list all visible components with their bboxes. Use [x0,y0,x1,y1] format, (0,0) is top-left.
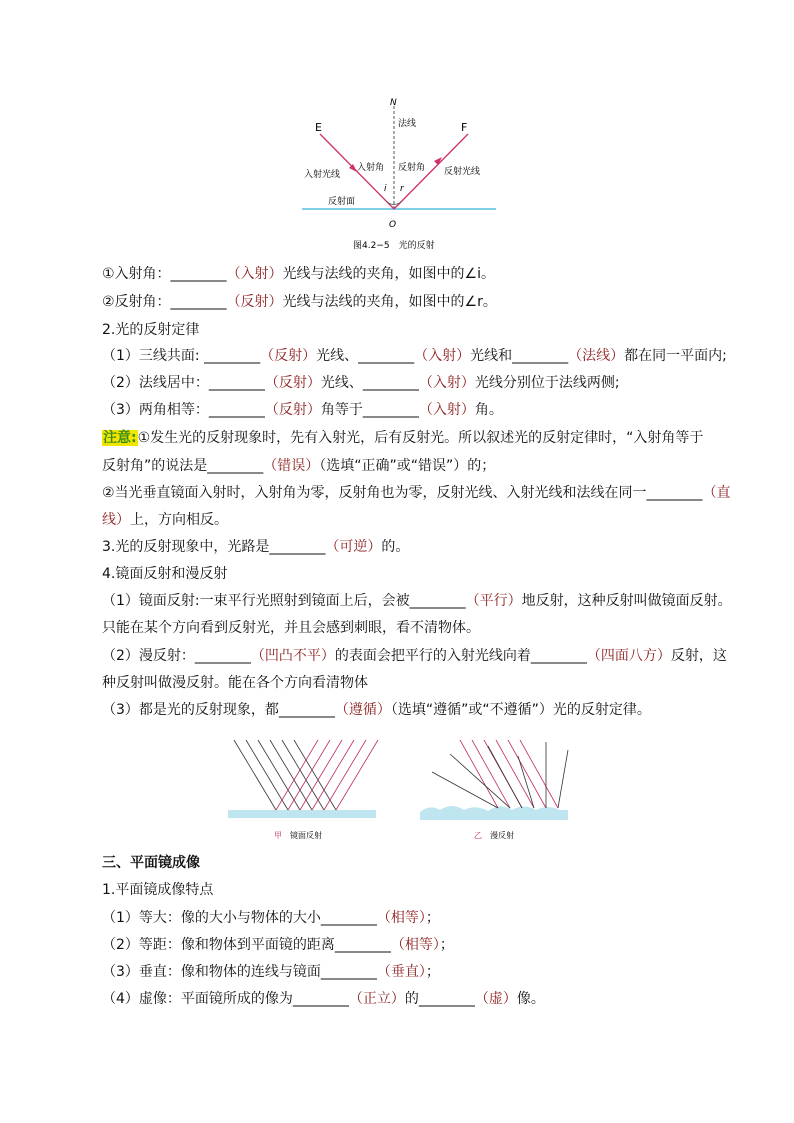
text-line [102,908,440,928]
text: 反射，这 [670,648,727,664]
label-surface: 反射面 [328,197,356,207]
text-line [102,673,368,693]
text: ①入射角：________ [102,266,227,282]
text-line [102,700,651,720]
label-i: i [384,184,387,194]
caption-mark: 甲 [274,831,282,840]
text-line [102,618,480,638]
label-incident-angle: 入射角 [357,163,385,173]
answer: （入射） [418,402,475,418]
label-F: F [461,121,468,134]
text: （3）两角相等：________ [102,402,265,418]
text-line [102,510,228,530]
text: 3.光的反射现象中，光路是________ [102,539,326,555]
text: 角。 [474,402,503,418]
text-line [102,989,545,1009]
answer: （可逆） [325,539,382,555]
answer: （遵循） [334,702,391,718]
answer: （四面八方） [586,648,671,664]
text: ①发生光的反射现象时，先有入射光，后有反射光。所以叙述光的反射定律时，“入射角等于 [137,430,704,446]
text: 光线分别位于法线两侧; [474,375,620,391]
text: ； [425,964,440,980]
text: 三、平面镜成像 [102,855,200,871]
text: 角等于________ [320,402,419,418]
text: 光线、________ [320,375,419,391]
answer: （虚） [474,991,517,1007]
text: 光线、________ [316,348,415,364]
reflection-diagram [298,92,498,257]
text-line [102,564,227,584]
answer: 线） [102,512,130,528]
answer: （垂直） [376,964,426,980]
text: 光线和________ [470,348,569,364]
text-line [102,400,503,420]
note-label: 注意: [103,430,137,446]
text-line [102,264,495,284]
text: （选填“正确”或“错误”）的； [319,458,496,474]
answer: （入射） [414,348,471,364]
label-O: O [389,220,397,230]
text: （1）三线共面: ________ [102,348,261,364]
section-title [102,853,200,873]
text: （2）漫反射：________ [102,648,251,664]
text: （3）都是光的反射现象，都________ [102,702,335,718]
text: （2）等距：像和物体到平面镜的距离________ [102,937,391,953]
answer: （反射） [264,375,321,391]
answer: （反射） [264,402,321,418]
answer: （凹凸不平） [250,648,335,664]
text: 的。 [381,539,410,555]
label-incident-ray: 入射光线 [304,170,341,180]
specular-reflection-diagram [226,732,386,847]
label-N: N [390,98,397,108]
answer: （相等） [376,910,426,926]
label-reflect-angle: 反射角 [398,163,426,173]
text-line [102,483,731,503]
text-line [102,456,495,476]
text: ②反射角：________ [102,294,227,310]
text: 的表面会把平行的入射光线向着________ [334,648,587,664]
text-line [102,537,409,557]
diffuse-reflection-diagram [418,732,578,847]
answer: （直 [702,485,731,501]
answer: （相等） [390,937,440,953]
caption-mark: 乙 [474,831,482,840]
text: 地反射，这种反射叫做镜面反射。 [521,593,732,609]
text: 种反射叫做漫反射。能在各个方向看清物体 [102,675,368,691]
text: ②当光垂直镜面入射时，入射角为零，反射角也为零，反射光线、入射光线和法线在同一________ [102,485,703,501]
text: 2.光的反射定律 [102,322,200,338]
text-line [102,346,727,366]
text: ； [425,910,440,926]
label-normal: 法线 [398,119,417,129]
answer: （入射） [226,266,283,282]
text-line [102,962,440,982]
text-line [102,880,213,900]
answer: （平行） [465,593,522,609]
text-line [102,320,199,340]
answer: （反射） [260,348,317,364]
text-line [102,428,703,448]
text: 上，方向相反。 [130,512,228,528]
text-line [102,292,497,312]
text: （选填“遵循”或“不遵循”）光的反射定律。 [390,702,651,718]
incident-rays [460,740,558,808]
text: （1）镜面反射:一束平行光照射到镜面上后，会被________ [102,593,466,609]
scattered-rays [432,742,568,808]
text: 4.镜面反射和漫反射 [102,566,228,582]
text: 像。 [516,991,545,1007]
text: （2）法线居中：________ [102,375,265,391]
answer: （错误） [263,458,320,474]
label-reflected-ray: 反射光线 [444,167,481,177]
text: （4）虚像：平面镜所成的像为________ [102,991,349,1007]
answer: （反射） [226,294,283,310]
text: （3）垂直：像和物体的连线与镜面________ [102,964,377,980]
text: 1.平面镜成像特点 [102,882,214,898]
answer: （入射） [418,375,475,391]
text-line [102,935,454,955]
label-E: E [315,121,322,134]
text-line [102,646,727,666]
label-r: r [400,184,404,194]
text: ； [439,937,454,953]
caption-diffuse: 漫反射 [490,831,514,840]
text: 光线与法线的夹角，如图中的∠i。 [282,266,496,282]
answer: （法线） [568,348,625,364]
text: 的________ [404,991,475,1007]
text-line [102,373,620,393]
text: 光线与法线的夹角，如图中的∠r。 [282,294,497,310]
text: 都在同一平面内; [624,348,727,364]
mirror-surface [228,810,376,818]
text: 只能在某个方向看到反射光，并且会感到刺眼，看不清物体。 [102,620,480,636]
answer: （正立） [348,991,405,1007]
text: （1）等大：像的大小与物体的大小________ [102,910,377,926]
text-line [102,591,732,611]
text: 反射角”的说法是________ [102,458,264,474]
figure1-caption: 图4.2−5 光的反射 [353,241,435,251]
caption-specular: 镜面反射 [290,831,322,840]
